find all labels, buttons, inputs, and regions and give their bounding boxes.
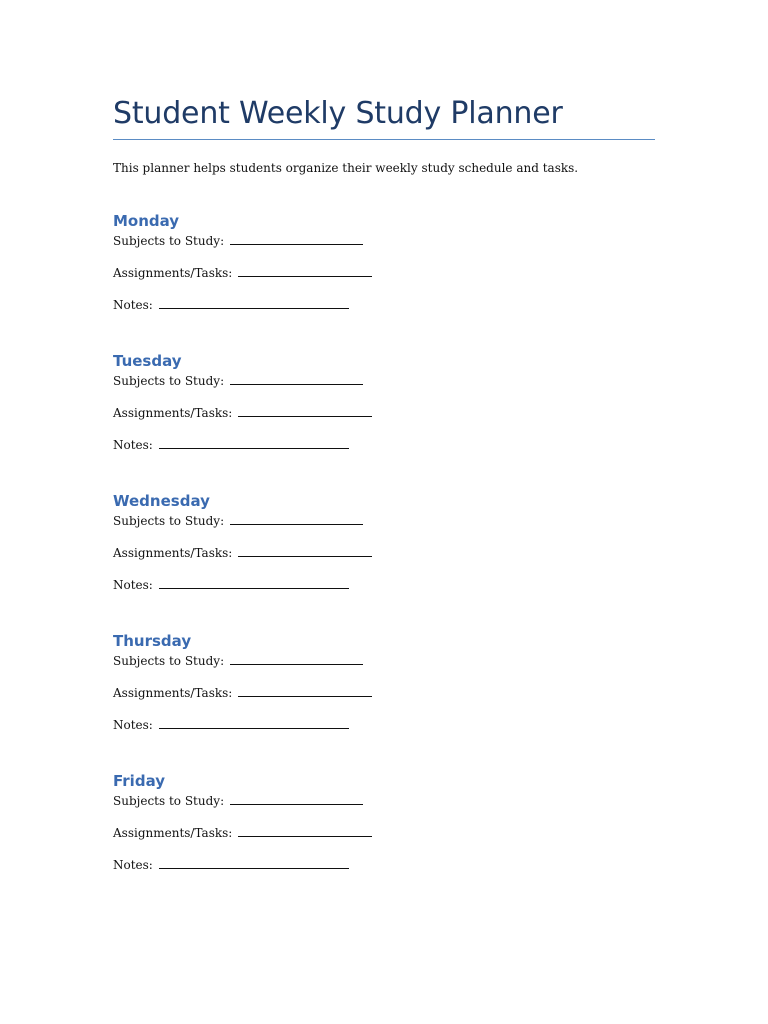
- notes-blank-line: [159, 578, 349, 589]
- subjects-blank-line: [230, 794, 363, 805]
- subjects-blank-line: [230, 654, 363, 665]
- day-heading-wednesday: Wednesday: [113, 492, 210, 510]
- subjects-field: [113, 233, 363, 249]
- notes-blank-line: [159, 718, 349, 729]
- notes-label: Notes:: [113, 858, 153, 872]
- assignments-label: Assignments/Tasks:: [113, 546, 233, 560]
- assignments-blank-line: [238, 686, 372, 697]
- assignments-blank-line: [238, 406, 372, 417]
- notes-blank-line: [159, 438, 349, 449]
- day-heading-tuesday: Tuesday: [113, 352, 182, 370]
- page-title: Student Weekly Study Planner: [113, 96, 563, 131]
- assignments-field: [113, 825, 372, 841]
- notes-field: [113, 717, 349, 733]
- assignments-field: [113, 405, 372, 421]
- assignments-field: [113, 685, 372, 701]
- day-section-wednesday: [113, 491, 655, 611]
- subjects-field: [113, 793, 363, 809]
- assignments-label: Assignments/Tasks:: [113, 266, 233, 280]
- subjects-label: Subjects to Study:: [113, 374, 225, 388]
- notes-label: Notes:: [113, 578, 153, 592]
- subjects-label: Subjects to Study:: [113, 654, 225, 668]
- day-section-friday: [113, 771, 655, 891]
- assignments-label: Assignments/Tasks:: [113, 686, 233, 700]
- day-heading-friday: Friday: [113, 772, 166, 790]
- notes-label: Notes:: [113, 298, 153, 312]
- intro-paragraph: This planner helps students organize their weekly study schedule and tasks.: [113, 161, 579, 175]
- subjects-blank-line: [230, 234, 363, 245]
- day-heading-monday: Monday: [113, 212, 180, 230]
- subjects-field: [113, 653, 363, 669]
- assignments-blank-line: [238, 826, 372, 837]
- subjects-blank-line: [230, 514, 363, 525]
- day-section-monday: [113, 211, 655, 331]
- subjects-blank-line: [230, 374, 363, 385]
- subjects-label: Subjects to Study:: [113, 794, 225, 808]
- title-divider: [113, 139, 655, 140]
- subjects-label: Subjects to Study:: [113, 514, 225, 528]
- day-section-thursday: [113, 631, 655, 751]
- assignments-blank-line: [238, 266, 372, 277]
- assignments-label: Assignments/Tasks:: [113, 406, 233, 420]
- notes-field: [113, 857, 349, 873]
- notes-label: Notes:: [113, 718, 153, 732]
- notes-field: [113, 437, 349, 453]
- notes-field: [113, 577, 349, 593]
- notes-blank-line: [159, 858, 349, 869]
- assignments-blank-line: [238, 546, 372, 557]
- day-heading-thursday: Thursday: [113, 632, 192, 650]
- assignments-field: [113, 545, 372, 561]
- subjects-label: Subjects to Study:: [113, 234, 225, 248]
- notes-field: [113, 297, 349, 313]
- assignments-field: [113, 265, 372, 281]
- notes-blank-line: [159, 298, 349, 309]
- day-section-tuesday: [113, 351, 655, 471]
- subjects-field: [113, 513, 363, 529]
- subjects-field: [113, 373, 363, 389]
- notes-label: Notes:: [113, 438, 153, 452]
- assignments-label: Assignments/Tasks:: [113, 826, 233, 840]
